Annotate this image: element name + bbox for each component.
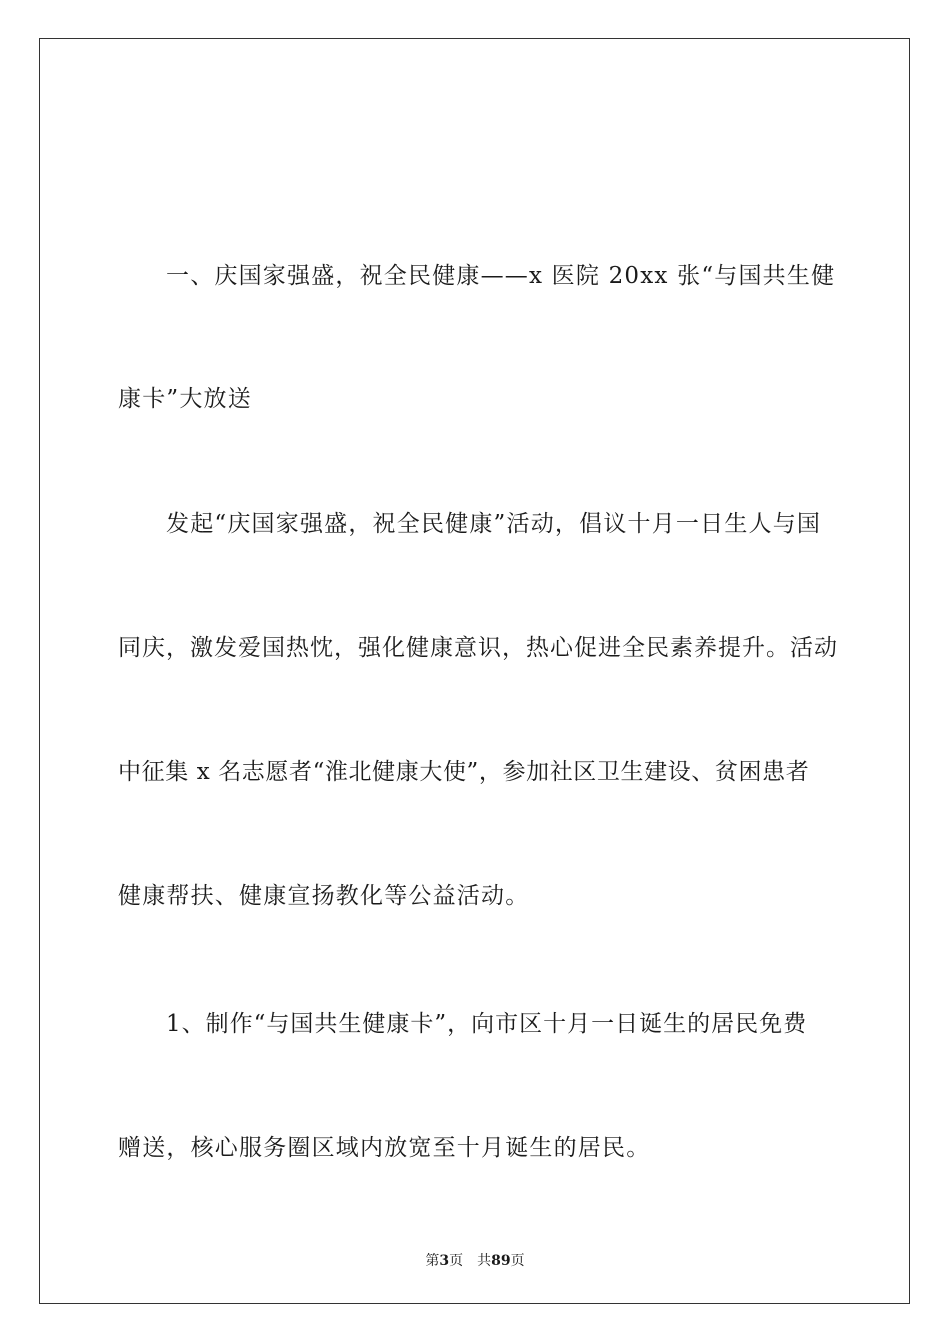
heading-line-1: 一、庆国家强盛，祝全民健康——x 医院 20xx 张“与国共生健 bbox=[166, 263, 836, 289]
page-number: 3 bbox=[439, 1253, 450, 1269]
paragraph-1-line-1: 发起“庆国家强盛，祝全民健康”活动，倡议十月一日生人与国 bbox=[166, 511, 822, 537]
heading-line-2: 康卡”大放送 bbox=[118, 386, 252, 412]
paragraph-1-line-3: 中征集 x 名志愿者“淮北健康大使”，参加社区卫生建设、贫困患者 bbox=[118, 759, 810, 785]
paragraph-2-line-2: 赠送，核心服务圈区域内放宽至十月诞生的居民。 bbox=[118, 1135, 651, 1161]
page-border bbox=[39, 38, 910, 1304]
page-suffix: 页 bbox=[449, 1253, 464, 1269]
page-prefix: 第 bbox=[425, 1253, 440, 1269]
total-prefix: 共 bbox=[477, 1253, 492, 1269]
paragraph-2-line-1: 1、制作“与国共生健康卡”，向市区十月一日诞生的居民免费 bbox=[166, 1011, 808, 1037]
page-footer bbox=[0, 1250, 950, 1270]
paragraph-1-line-2: 同庆，激发爱国热忱，强化健康意识，热心促进全民素养提升。活动 bbox=[118, 635, 838, 661]
paragraph-1-line-4: 健康帮扶、健康宣扬教化等公益活动。 bbox=[118, 883, 530, 909]
total-pages: 89 bbox=[491, 1253, 511, 1269]
total-suffix: 页 bbox=[510, 1253, 525, 1269]
